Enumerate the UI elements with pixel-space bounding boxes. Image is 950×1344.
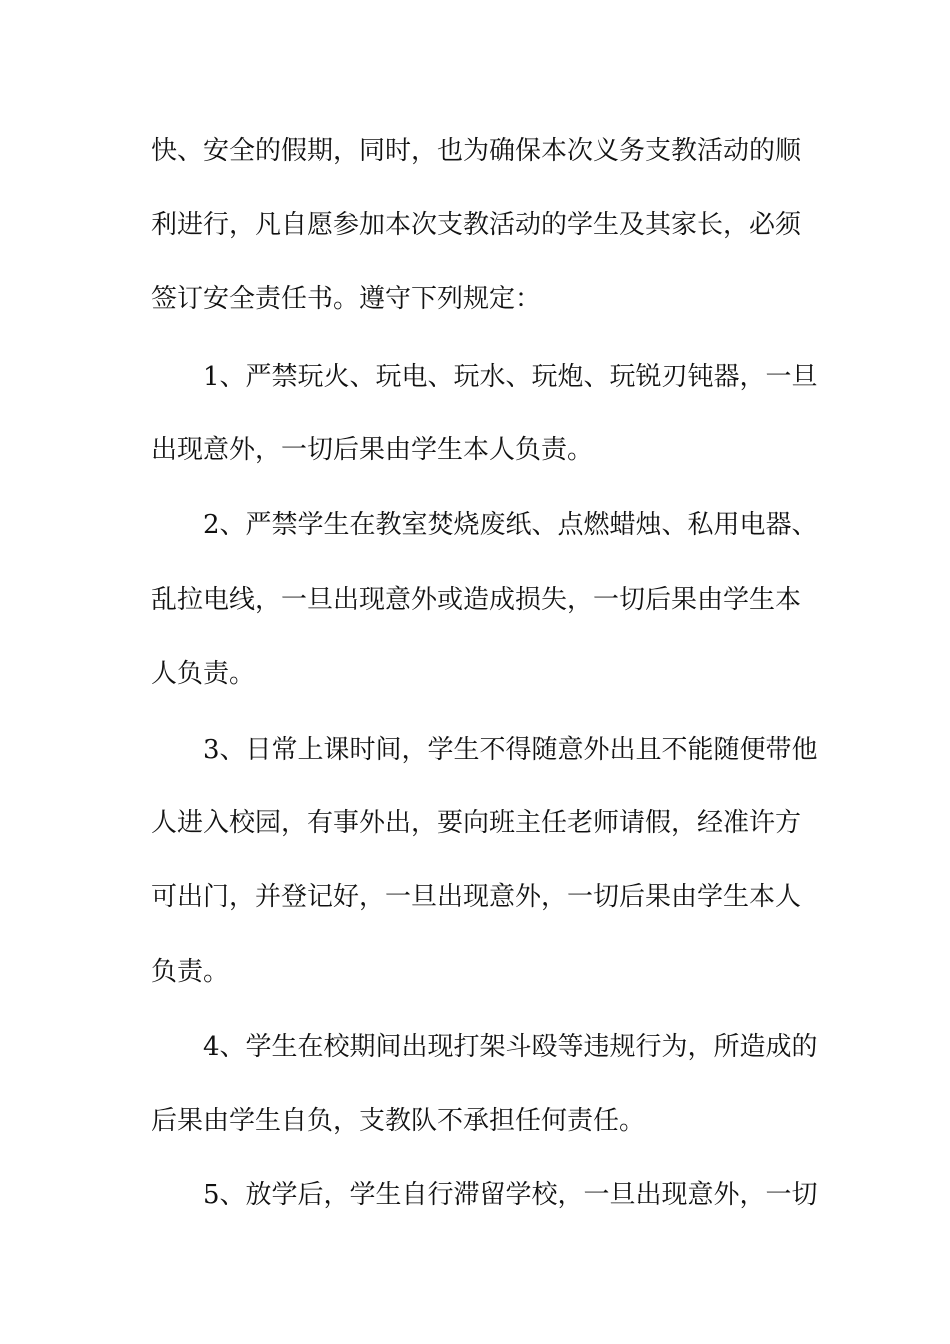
text-line: 可出门，并登记好，一旦出现意外，一切后果由学生本人: [151, 882, 802, 912]
list-item-2-line: 2、严禁学生在教室焚烧废纸、点燃蜡烛、私用电器、: [203, 510, 818, 540]
text-line: 利进行，凡自愿参加本次支教活动的学生及其家长，必须: [151, 210, 802, 240]
text-line: 人负责。: [151, 659, 256, 689]
text-line: 人进入校园，有事外出，要向班主任老师请假，经准许方: [151, 808, 802, 838]
list-item-1-line: 1、严禁玩火、玩电、玩水、玩炮、玩锐刃钝器，一旦: [203, 362, 818, 392]
list-item-4-line: 4、学生在校期间出现打架斗殴等违规行为，所造成的: [203, 1032, 818, 1062]
list-item-3-line: 3、日常上课时间，学生不得随意外出且不能随便带他: [203, 735, 818, 765]
list-item-5-line: 5、放学后，学生自行滞留学校，一旦出现意外，一切: [203, 1180, 818, 1210]
text-line: 签订安全责任书。遵守下列规定：: [151, 284, 542, 314]
text-line: 快、安全的假期，同时，也为确保本次义务支教活动的顺: [151, 136, 802, 166]
text-line: 乱拉电线，一旦出现意外或造成损失，一切后果由学生本: [151, 585, 802, 615]
text-line: 负责。: [151, 957, 230, 987]
text-line: 后果由学生自负，支教队不承担任何责任。: [151, 1106, 646, 1136]
text-line: 出现意外，一切后果由学生本人负责。: [151, 435, 594, 465]
